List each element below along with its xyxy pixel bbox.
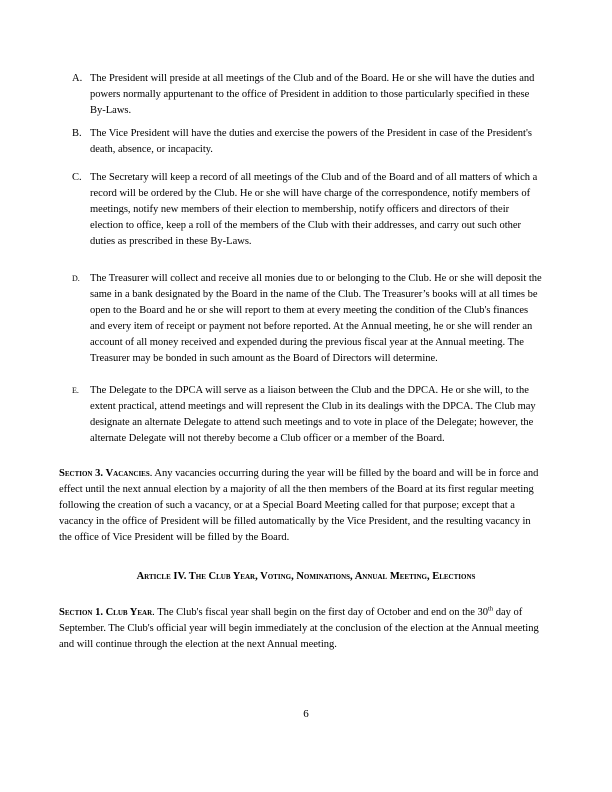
list-item-text: The Vice President will have the duties and exercise the powers of the President in case of the President's death, absence, or incapacity. [90,128,532,155]
list-item-b [72,126,542,158]
page-number: 6 [303,708,309,720]
list-item-c [72,170,542,250]
list-item-text: The Treasurer will collect and receive all monies due to or belonging to the Club. He or she will deposit the same in a bank designated by the Board in the name of the Club. The Treasurer’s books will at all times be open to the Board and he or she will report to them at every meeting the condition of the Club's finances and every item of receipt or payment not before reported. At the Annual meeting, he or she will render an account of all money received and expended during the previous fiscal year at the Annual meeting. The Treasurer may be bonded in such amount as the Board of Directors will determine. [90,273,542,364]
section-title: Club Year [105,607,153,618]
list-marker: C. [72,172,82,183]
list-marker: E. [72,386,79,395]
superscript: th [488,605,494,613]
section-1-paragraph [59,605,545,653]
section-text-continued: day of September. The Club's official year will begin immediately at the conclusion of the election at the Annual meeting and will continue through the election at the next Annual meeting. [59,607,539,650]
list-item-text: The Delegate to the DPCA will serve as a liaison between the Club and the DPCA. He or she will, to the extent practical, attend meetings and will represent the Club in its dealings with the DPCA. The Club may designate an alternate Delegate to attend such meetings and to vote in place of the Delegate; however, the alternate Delegate will not thereby become a Club officer or a member of the Board. [90,385,536,444]
list-marker: A. [72,73,83,84]
section-title: Vacancies [105,468,150,479]
list-marker: D. [72,274,80,283]
section-3-paragraph [59,466,545,546]
list-item-a [72,71,542,119]
list-item-d [72,271,542,367]
section-label: Section 1. [59,607,103,618]
list-item-text: The President will preside at all meetings of the Club and of the Board. He or she will have the duties and powers normally appurtenant to the office of President in addition to those particularly specified in these By-Laws. [90,73,535,116]
list-item-text: The Secretary will keep a record of all meetings of the Club and of the Board and of all matters of which a record will be ordered by the Club. He or she will have charge of the correspondence, notify members of meetings, notify new members of their election to membership, notify officers and directors of their election to office, keep a roll of the members of the Club with their addresses, and carry out such other duties as prescribed in these By-Laws. [90,172,538,247]
section-text: . The Club's fiscal year shall begin on the first day of October and end on the 30 [152,607,489,618]
section-text: . Any vacancies occurring during the year will be filled by the board and will be in force and effect until the next annual election by a majority of all the then members of the Board at its first regular meeting following the creation of such a vacancy, or at a Special Board Meeting called for that purpose; except that a vacancy in the office of President will be filled automatically by the Vice President, and the resulting vacancy in the office of Vice President will be filled by the Board. [59,468,539,543]
article-heading: Article IV. The Club Year, Voting, Nominations, Annual Meeting, Elections [136,571,476,582]
section-label: Section 3. [59,468,103,479]
list-item-e [72,383,542,447]
list-marker: B. [72,128,82,139]
